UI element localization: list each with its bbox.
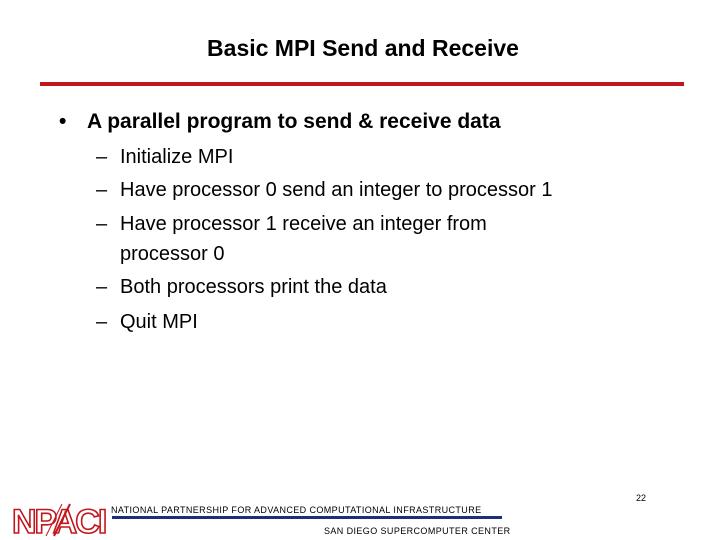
dash-icon: – <box>96 213 108 235</box>
sub-item-text: Have processor 1 receive an integer from <box>120 213 487 235</box>
npaci-logo <box>10 500 110 538</box>
page-number: 22 <box>636 493 647 503</box>
center-name: SAN DIEGO SUPERCOMPUTER CENTER <box>324 526 511 536</box>
sub-item <box>96 142 233 172</box>
bullet-icon: • <box>59 110 67 133</box>
dash-icon: – <box>96 146 108 168</box>
sub-item-text: Initialize MPI <box>120 146 234 168</box>
sub-item-text: Both processors print the data <box>120 276 387 298</box>
sub-item <box>96 175 552 205</box>
sub-item <box>96 272 387 302</box>
sub-item <box>96 307 198 337</box>
slide-title: Basic MPI Send and Receive <box>207 35 519 61</box>
dash-icon: – <box>96 276 108 298</box>
sub-item-text: Have processor 0 send an integer to processor 1 <box>120 179 553 201</box>
organization-name: NATIONAL PARTNERSHIP FOR ADVANCED COMPUTATIONAL INFRASTRUCTURE <box>111 505 482 515</box>
dash-icon: – <box>96 179 108 201</box>
svg-text:NPACI: NPACI <box>12 503 106 538</box>
sub-item-text: Quit MPI <box>120 311 198 333</box>
dash-icon: – <box>96 311 108 333</box>
title-rule <box>40 82 684 86</box>
footer-bar <box>112 516 502 519</box>
sub-item-text: processor 0 <box>120 243 225 265</box>
bullet-item <box>59 108 501 136</box>
sub-item-continuation <box>120 239 225 269</box>
sub-item <box>96 209 487 239</box>
bullet-text: A parallel program to send & receive data <box>87 110 501 133</box>
